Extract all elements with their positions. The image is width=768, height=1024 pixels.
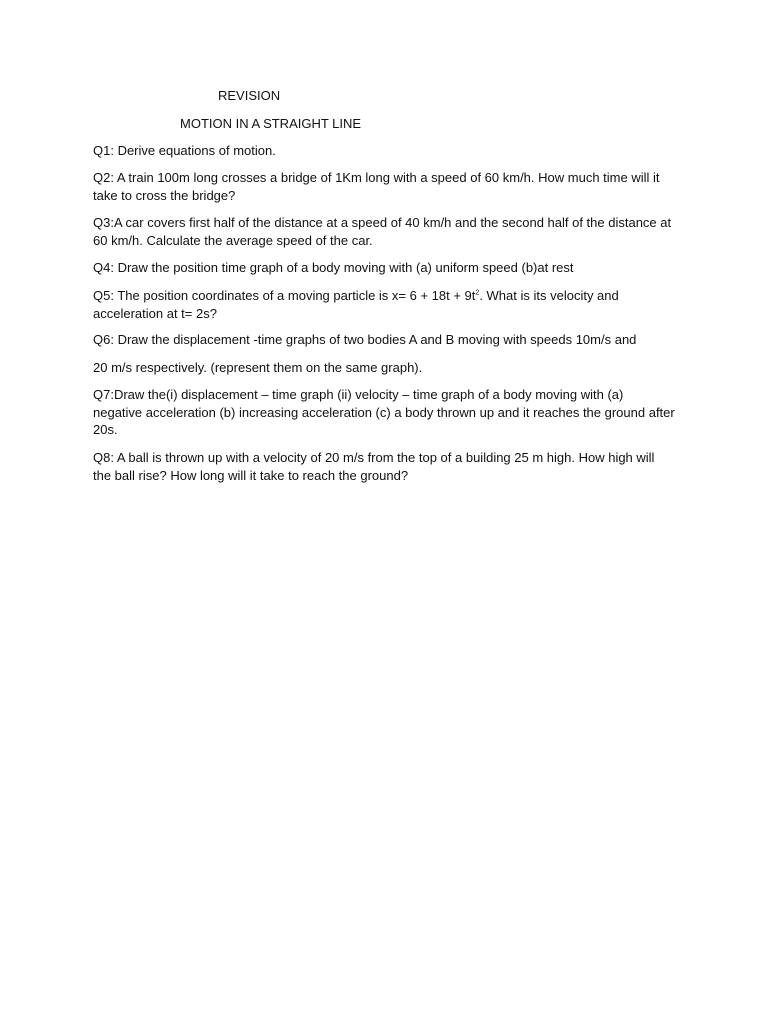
question-2	[93, 169, 683, 204]
question-6-continued	[93, 359, 683, 377]
question-5	[93, 287, 683, 322]
question-line: Q2: A train 100m long crosses a bridge of 1Km long with a speed of 60 km/h. How much time will it	[93, 170, 660, 185]
question-line: Q6: Draw the displacement -time graphs of two bodies A and B moving with speeds 10m/s and	[93, 332, 637, 347]
question-line: 20 m/s respectively. (represent them on the same graph).	[93, 360, 423, 375]
question-text: Q5: The position coordinates of a moving particle is x= 6 + 18t + 9t	[93, 288, 476, 303]
question-line: Q3:A car covers first half of the distance at a speed of 40 km/h and the second half of the distance at	[93, 215, 672, 230]
question-line: Q1: Derive equations of motion.	[93, 143, 276, 158]
question-line: 20s.	[93, 422, 118, 437]
question-line: acceleration at t= 2s?	[93, 305, 217, 321]
question-line: Q8: A ball is thrown up with a velocity of 20 m/s from the top of a building 25 m high. How high will	[93, 450, 655, 465]
question-line: the ball rise? How long will it take to reach the ground?	[93, 467, 409, 483]
question-line: 60 km/h. Calculate the average speed of the car.	[93, 232, 373, 248]
question-1	[93, 142, 683, 160]
document-heading: REVISION	[218, 88, 281, 103]
question-6	[93, 331, 683, 349]
question-8	[93, 449, 683, 484]
question-line: take to cross the bridge?	[93, 187, 236, 203]
question-7	[93, 386, 683, 439]
question-line: Q4: Draw the position time graph of a body moving with (a) uniform speed (b)at rest	[93, 260, 574, 275]
document-subheading: MOTION IN A STRAIGHT LINE	[180, 116, 362, 131]
question-line	[93, 287, 683, 305]
question-line: negative acceleration (b) increasing acceleration (c) a body thrown up and it reaches the ground after	[93, 404, 675, 420]
question-text: . What is its velocity and	[479, 288, 619, 303]
question-3	[93, 214, 683, 249]
question-4	[93, 259, 683, 277]
question-line: Q7:Draw the(i) displacement – time graph (ii) velocity – time graph of a body moving with (a)	[93, 387, 624, 402]
superscript: 2	[475, 289, 480, 297]
